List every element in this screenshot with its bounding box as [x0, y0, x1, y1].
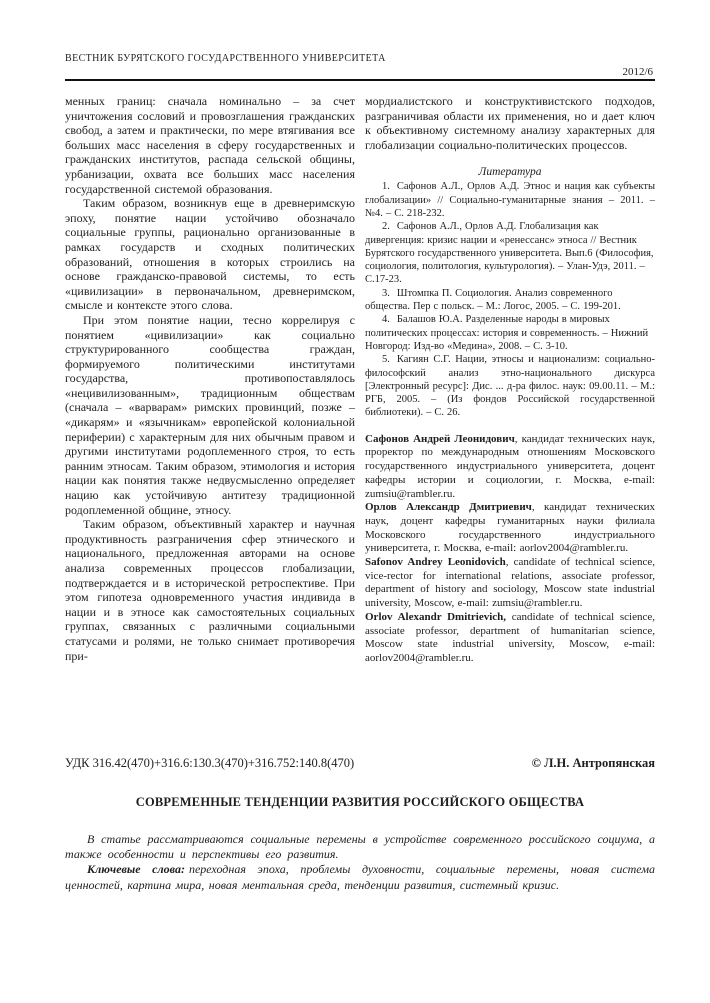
author-name: Орлов Александр Дмитриевич	[365, 501, 532, 514]
reference-number: 2.	[382, 221, 390, 233]
udk-row	[65, 756, 655, 771]
udk-label: УДК 316.42(470)+316.6:130.3(470)+316.752:140.8(470)	[65, 756, 355, 770]
copyright-label: © Л.Н. Антропянская	[531, 756, 655, 770]
right-column	[365, 94, 655, 746]
keywords-label: Ключевые слова:	[87, 862, 185, 877]
author-details: candidate of technical science, associate professor, department of humanitarian science, Moscow state industrial university, Moscow, e-mail: aorlov2004@rambler.ru.	[365, 610, 655, 664]
reference-item	[365, 353, 655, 419]
reference-item	[365, 220, 655, 286]
reference-number: 1.	[382, 181, 390, 193]
paragraph: менных границ: сначала номинально – за счет уничтожения сословий и провозглашения гражданских свобод, а затем и практически, по мере втягивания все больших масс населения в сферу государственных и гражданских институтов, распада сельской общины, урбанизации, охвата все больших масс населения государственной системой образования.	[65, 94, 355, 196]
author-bio	[365, 433, 655, 502]
reference-item	[365, 313, 655, 353]
left-column	[65, 94, 355, 746]
abstract-text: В статье рассматриваются социальные перемены в устройстве современного российского социума, а также особенности и перспективы его развития.	[65, 832, 655, 862]
reference-text: Сафонов А.Л., Орлов А.Д. Этнос и нация как субъекты глобализации» // Социально-гуманитарные знания – 2011. – №4. – С. 218-232.	[365, 181, 655, 219]
reference-text: Балашов Ю.А. Разделенные народы в мировых политических процессах: история и современность. – Нижний Новгород: Изд-во «Медина», 2008. – С. 3-10.	[365, 314, 649, 352]
reference-number: 5.	[382, 354, 390, 366]
reference-item	[365, 287, 655, 314]
journal-title: ВЕСТНИК БУРЯТСКОГО ГОСУДАРСТВЕННОГО УНИВЕРСИТЕТА	[65, 53, 386, 64]
reference-number: 3.	[382, 287, 390, 299]
author-details: , candidate of technical science, vice-rector for international relations, associate professor, department of history and sociology, Moscow state industrial university, Moscow, e-mail: zumsiu@rambler.ru.	[365, 556, 655, 610]
author-name: Orlov Alexandr Dmitrievich,	[365, 610, 507, 623]
paragraph: При этом понятие нации, тесно коррелируя с понятием «цивилизации» как социально структурированного сообщества граждан, формируемого политическими институтами государства, противопоставлялось «нецивилизованным», традиционным обществам (сначала – «варварам» римских провинций, позже – «дикарям» и «язычникам» европейской колониальной периферии) с характерным для них обычным правом и другими институтами родоплеменного строя, то есть ранним этносам. Таким образом, этимология и история нации как понятия также недвусмысленно определяет нацию как устойчивую антитезу традиционной родоплеменной общине, этносу.	[65, 312, 355, 517]
paragraph: Таким образом, объективный характер и научная продуктивность разграничения сфер этнического и национального, предложенная авторами на основе анализа современных процессов глобализации, подтверждается и в исторической ретроспективе. При этом гипотеза одновременного участия индивида в нации и в этносе как самостоятельных социальных группах, связанных с различными социальными статусами и ролями, не только снимает противоречия при-	[65, 517, 355, 663]
reference-text: Сафонов А.Л., Орлов А.Д. Глобализация как дивергенция: кризис нации и «ренессанс» этноса // Вестник Бурятского государственного университета. Вып.6 (Философия, социология, политология, культурология). – Улан-Удэ, 2011. – С.17-23.	[365, 221, 654, 286]
literature-heading: Литература	[478, 166, 542, 179]
paragraph: Таким образом, возникнув еще в древнеримскую эпоху, понятие нации устойчиво обозначало социальные группы, рационально организованные в рамках государств и сходных политических образований, отношения в которых строились на основе гражданско-правовой системы, то есть «цивилизации» в первоначальном, древнеримском, смысле и контексте этого слова.	[65, 196, 355, 313]
article-title: СОВРЕМЕННЫЕ ТЕНДЕНЦИИ РАЗВИТИЯ РОССИЙСКОГО ОБЩЕСТВА	[135, 795, 585, 809]
author-details: , кандидат технических наук, доцент кафедры гуманитарных науки филиала Московского государственного индустриального университета, г. Москва, e-mail: aorlov2004@rambler.ru.	[365, 501, 655, 555]
author-name: Сафонов Андрей Леонидович	[365, 432, 515, 445]
author-bio	[365, 556, 655, 611]
reference-number: 4.	[382, 314, 390, 326]
paragraph: мордиалистского и конструктивистского подходов, разграничивая области их применения, но и дает ключ к объективному системному анализу характерных для глобализации социально-политических процессов.	[365, 94, 655, 152]
author-bio	[365, 501, 655, 556]
issue-row	[65, 64, 655, 81]
article-body	[65, 94, 655, 746]
keywords-text: переходная эпоха, проблемы духовности, социальные перемены, новая система ценностей, картина мира, новая ментальная среда, тенденции развития, системный кризис.	[65, 862, 655, 892]
author-details: , кандидат технических наук, проректор по международным отношениям Московского государственного индустриального университета, доцент кафедры истории и социологии, г. Москва, e-mail: zumsiu@rambler.ru.	[365, 432, 655, 500]
reference-text: Кагиян С.Г. Нации, этносы и национализм: социально-философский анализ этно-национального дискурса [Электронный ресурс]: Дис. ... д-ра филос. наук: 09.00.11. – М.: РГБ, 2005. – (Из фондов Российской государственной библиотеки). – С. 26.	[365, 354, 655, 419]
author-name: Safonov Andrey Leonidovich	[365, 556, 506, 569]
reference-text: Штомпка П. Социология. Анализ современного общества. Пер с польск. – М.: Логос, 2005. – С. 199-201.	[365, 287, 621, 313]
author-bios	[365, 433, 655, 666]
keywords-block	[65, 862, 655, 892]
issue-label: 2012/6	[622, 66, 653, 78]
reference-item	[365, 180, 655, 220]
author-bio	[365, 611, 655, 666]
